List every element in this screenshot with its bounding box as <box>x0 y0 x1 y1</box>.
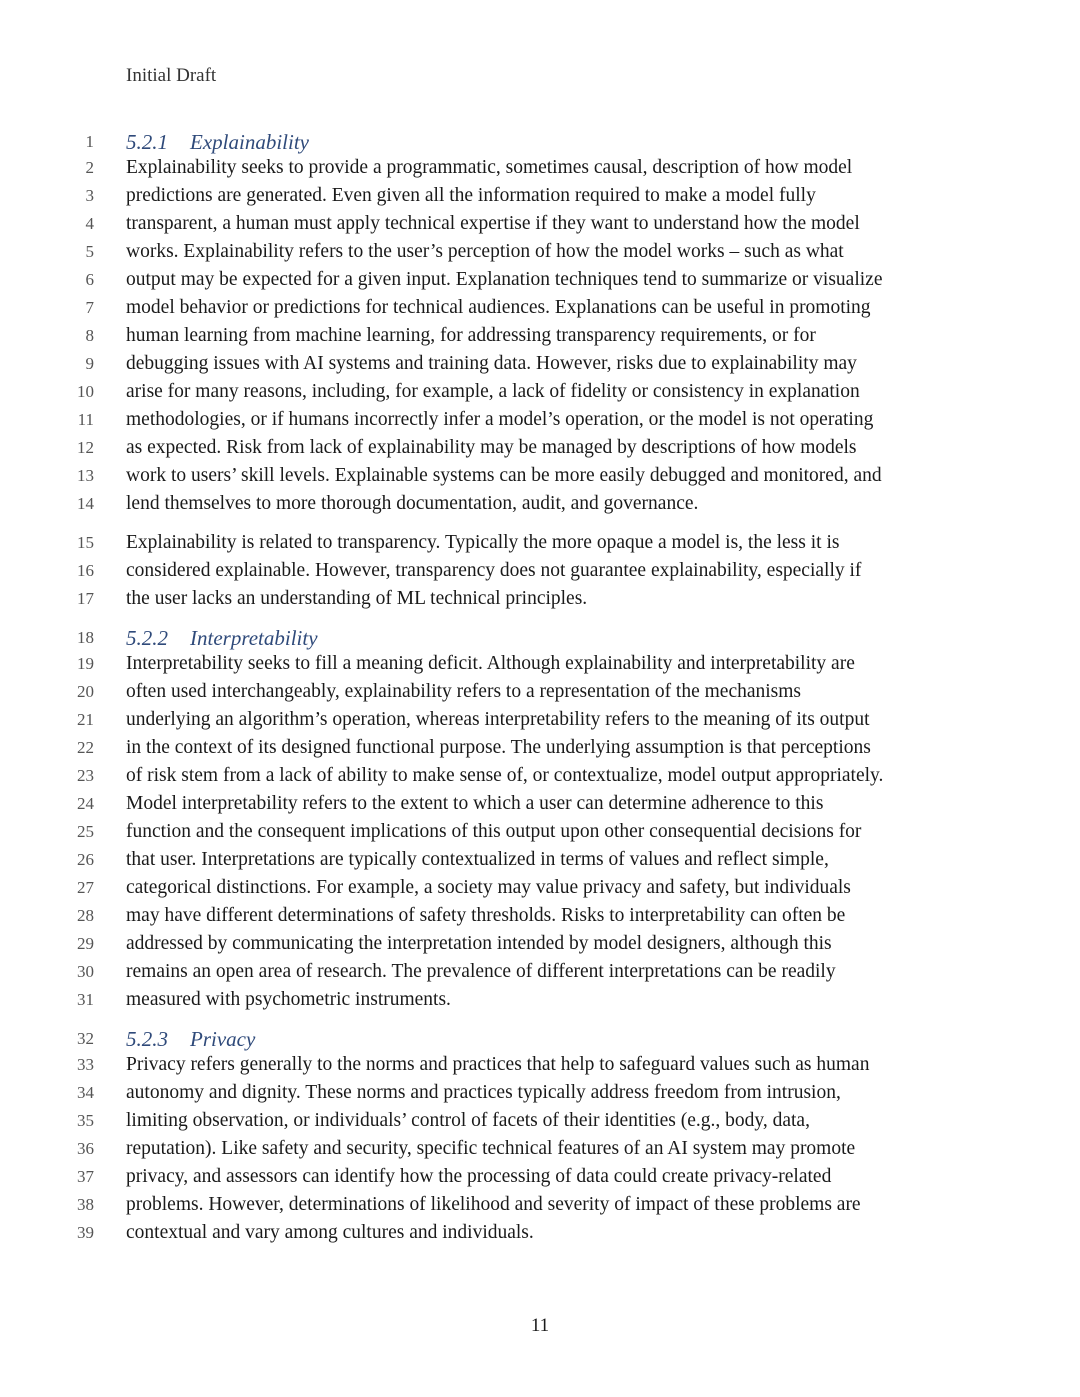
text-line <box>0 154 1080 182</box>
line-text: often used interchangeably, explainability refers to a representation of the mechanisms <box>126 681 802 702</box>
line-text: works. Explainability refers to the user’s perception of how the model works – such as what <box>126 241 844 262</box>
section-number: 5.2.2 <box>126 626 168 650</box>
line-text: as expected. Risk from lack of explainability may be managed by descriptions of how models <box>126 437 857 458</box>
section-number: 5.2.3 <box>126 1027 168 1051</box>
text-line <box>0 734 1080 762</box>
line-text: arise for many reasons, including, for example, a lack of fidelity or consistency in explanation <box>126 381 860 402</box>
section-title: Interpretability <box>190 626 318 650</box>
text-line <box>0 294 1080 322</box>
text-line <box>0 650 1080 678</box>
line-text: contextual and vary among cultures and individuals. <box>126 1222 534 1243</box>
section-heading <box>126 624 318 652</box>
section-title: Privacy <box>190 1027 256 1051</box>
line-number: 23 <box>77 766 94 785</box>
line-text: predictions are generated. Even given all the information required to make a model fully <box>126 185 816 206</box>
line-number: 21 <box>77 710 94 729</box>
line-text: Privacy refers generally to the norms and practices that help to safeguard values such as human <box>126 1054 870 1075</box>
line-number: 15 <box>77 533 94 552</box>
text-line <box>0 182 1080 210</box>
line-text: categorical distinctions. For example, a society may value privacy and safety, but individuals <box>126 877 851 898</box>
section-title: Explainability <box>190 130 309 154</box>
text-line <box>0 846 1080 874</box>
line-number: 38 <box>77 1195 94 1214</box>
text-line <box>0 1079 1080 1107</box>
line-number: 28 <box>77 906 94 925</box>
line-number: 26 <box>77 850 94 869</box>
line-number: 32 <box>77 1029 94 1048</box>
text-line <box>0 678 1080 706</box>
line-number: 19 <box>77 654 94 673</box>
line-number: 24 <box>77 794 94 813</box>
line-number: 36 <box>77 1139 94 1158</box>
line-text: measured with psychometric instruments. <box>126 989 451 1010</box>
text-line <box>0 529 1080 557</box>
line-number: 14 <box>77 494 94 513</box>
text-line <box>0 1191 1080 1219</box>
section-heading <box>126 128 309 156</box>
line-text: remains an open area of research. The prevalence of different interpretations can be readily <box>126 961 836 982</box>
line-text: underlying an algorithm’s operation, whereas interpretability refers to the meaning of its output <box>126 709 870 730</box>
text-line <box>0 1163 1080 1191</box>
line-number: 4 <box>85 214 94 233</box>
text-line <box>0 406 1080 434</box>
text-line <box>0 1219 1080 1247</box>
line-text: methodologies, or if humans incorrectly infer a model’s operation, or the model is not operating <box>126 409 874 430</box>
text-line <box>0 490 1080 518</box>
line-number: 7 <box>85 298 94 317</box>
line-text: of risk stem from a lack of ability to make sense of, or contextualize, model output appropriately. <box>126 765 884 786</box>
text-line <box>0 322 1080 350</box>
text-line <box>0 585 1080 613</box>
line-text: addressed by communicating the interpretation intended by model designers, although this <box>126 933 832 954</box>
running-header: Initial Draft <box>126 65 217 86</box>
line-number: 10 <box>77 382 94 401</box>
line-text: human learning from machine learning, for addressing transparency requirements, or for <box>126 325 816 346</box>
text-line <box>0 958 1080 986</box>
line-number: 3 <box>85 186 94 205</box>
line-number: 16 <box>77 561 94 580</box>
line-text: problems. However, determinations of likelihood and severity of impact of these problems are <box>126 1194 861 1215</box>
text-line <box>0 986 1080 1014</box>
line-number: 6 <box>85 270 94 289</box>
section-number: 5.2.1 <box>126 130 168 154</box>
text-line <box>0 266 1080 294</box>
line-text: lend themselves to more thorough documentation, audit, and governance. <box>126 493 699 514</box>
text-line <box>0 1107 1080 1135</box>
line-text: that user. Interpretations are typically contextualized in terms of values and reflect simple, <box>126 849 829 870</box>
line-text: autonomy and dignity. These norms and practices typically address freedom from intrusion, <box>126 1082 841 1103</box>
line-text: considered explainable. However, transparency does not guarantee explainability, especially if <box>126 560 862 581</box>
section-heading <box>126 1025 255 1053</box>
line-number: 18 <box>77 628 94 647</box>
page-number: 11 <box>530 1315 550 1336</box>
line-text: reputation). Like safety and security, specific technical features of an AI system may promote <box>126 1138 856 1159</box>
line-text: limiting observation, or individuals’ control of facets of their identities (e.g., body, data, <box>126 1110 810 1131</box>
line-text: the user lacks an understanding of ML technical principles. <box>126 588 588 609</box>
line-text: Model interpretability refers to the extent to which a user can determine adherence to this <box>126 793 824 814</box>
text-line <box>0 930 1080 958</box>
section-heading-line <box>0 1025 1080 1053</box>
line-number: 31 <box>77 990 94 1009</box>
line-text: work to users’ skill levels. Explainable systems can be more easily debugged and monitored, and <box>126 465 882 486</box>
text-line <box>0 1051 1080 1079</box>
line-number: 35 <box>77 1111 94 1130</box>
section-heading-line <box>0 128 1080 156</box>
text-line <box>0 762 1080 790</box>
line-number: 17 <box>77 589 94 608</box>
line-number: 30 <box>77 962 94 981</box>
line-number: 29 <box>77 934 94 953</box>
text-line <box>0 434 1080 462</box>
text-line <box>0 238 1080 266</box>
line-text: Explainability is related to transparency. Typically the more opaque a model is, the less it is <box>126 532 840 553</box>
line-number: 25 <box>77 822 94 841</box>
text-line <box>0 557 1080 585</box>
line-number: 2 <box>85 158 94 177</box>
line-number: 13 <box>77 466 94 485</box>
line-number: 8 <box>85 326 94 345</box>
line-number: 1 <box>85 132 94 151</box>
line-text: model behavior or predictions for technical audiences. Explanations can be useful in promoting <box>126 297 871 318</box>
text-line <box>0 818 1080 846</box>
line-number: 12 <box>77 438 94 457</box>
text-line <box>0 790 1080 818</box>
line-text: Explainability seeks to provide a programmatic, sometimes causal, description of how model <box>126 157 853 178</box>
line-number: 5 <box>85 242 94 261</box>
line-number: 9 <box>85 354 94 373</box>
line-number: 34 <box>77 1083 94 1102</box>
text-line <box>0 462 1080 490</box>
text-line <box>0 378 1080 406</box>
line-number: 37 <box>77 1167 94 1186</box>
line-text: output may be expected for a given input. Explanation techniques tend to summarize or visualize <box>126 269 883 290</box>
line-text: in the context of its designed functional purpose. The underlying assumption is that perceptions <box>126 737 871 758</box>
line-text: function and the consequent implications of this output upon other consequential decisions for <box>126 821 862 842</box>
line-number: 11 <box>77 410 94 429</box>
text-line <box>0 902 1080 930</box>
line-text: may have different determinations of safety thresholds. Risks to interpretability can often be <box>126 905 846 926</box>
line-number: 27 <box>77 878 94 897</box>
line-number: 39 <box>77 1223 94 1242</box>
line-number: 20 <box>77 682 94 701</box>
section-heading-line <box>0 624 1080 652</box>
text-line <box>0 210 1080 238</box>
line-text: transparent, a human must apply technical expertise if they want to understand how the model <box>126 213 860 234</box>
line-number: 22 <box>77 738 94 757</box>
text-line <box>0 1135 1080 1163</box>
text-line <box>0 350 1080 378</box>
line-number: 33 <box>77 1055 94 1074</box>
line-text: Interpretability seeks to fill a meaning deficit. Although explainability and interpretability are <box>126 653 855 674</box>
line-text: debugging issues with AI systems and training data. However, risks due to explainability may <box>126 353 857 374</box>
text-line <box>0 706 1080 734</box>
text-line <box>0 874 1080 902</box>
line-text: privacy, and assessors can identify how the processing of data could create privacy-related <box>126 1166 832 1187</box>
